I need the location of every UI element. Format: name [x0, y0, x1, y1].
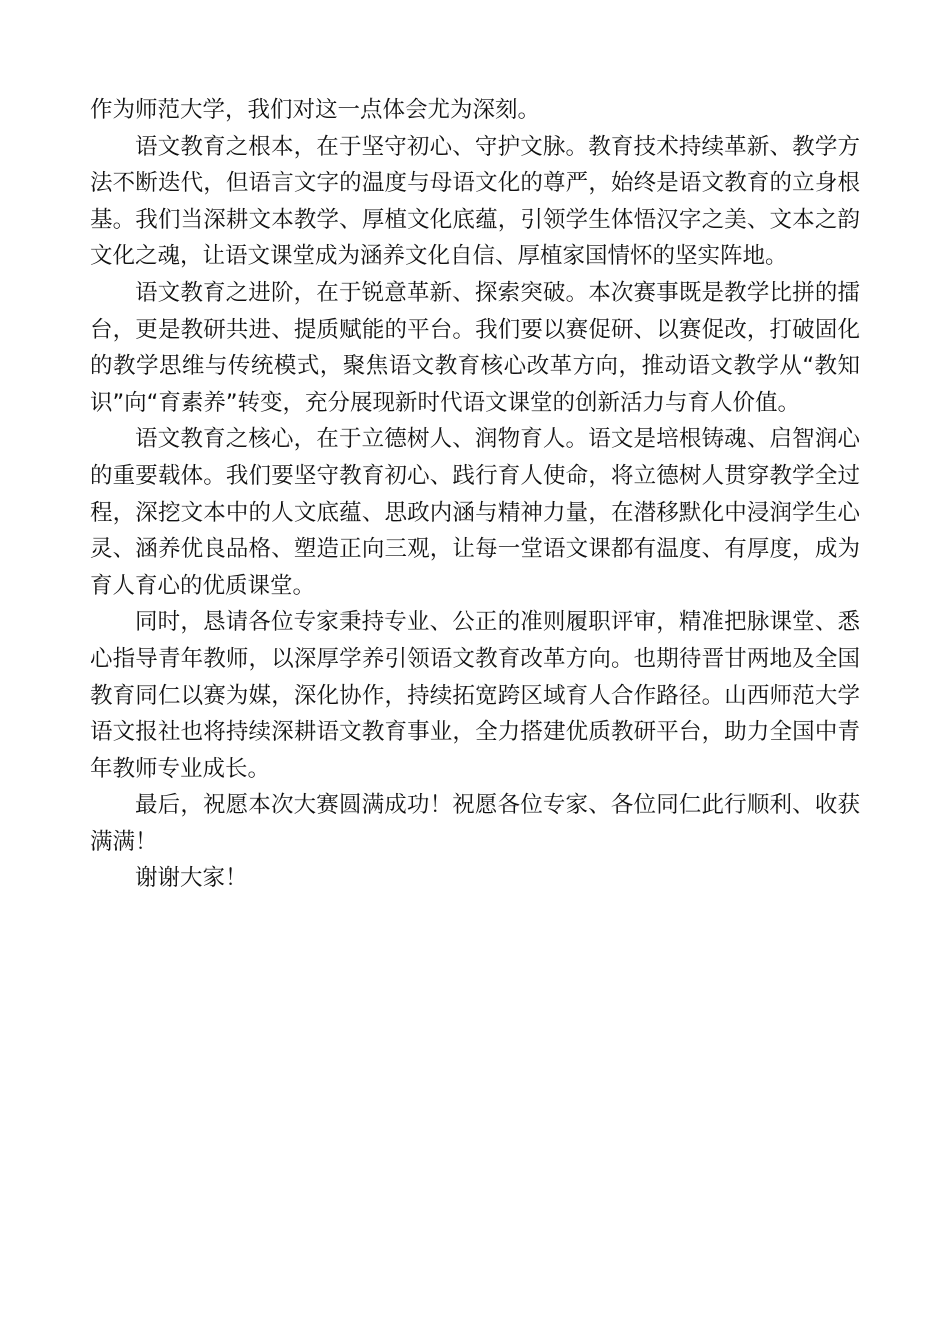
document-page	[90, 92, 860, 897]
paragraph-continuation: 作为师范大学，我们对这一点体会尤为深刻。	[90, 97, 541, 123]
paragraph-thanks: 谢谢大家！	[135, 865, 248, 892]
paragraph-foundation: 语文教育之根本，在于坚守初心、守护文脉。教育技术持续革新、教学方法不断迭代，但语言文字的温度与母语文化的尊严，始终是语文教育的立身根基。我们当深耕文本教学、厚植文化底蕴，引领学生体悟汉字之美、文本之韵文化之魂，让语文课堂成为涵养文化自信、厚植家国情怀的坚实阵地。	[90, 133, 860, 270]
paragraph-wishes: 最后，祝愿本次大赛圆满成功！祝愿各位专家、各位同仁此行顺利、收获满满！	[90, 792, 860, 855]
paragraph-request: 同时，恳请各位专家秉持专业、公正的准则履职评审，精准把脉课堂、悉心指导青年教师，以深厚学养引领语文教育改革方向。也期待晋甘两地及全国教育同仁以赛为媒，深化协作，持续拓宽跨区域育人合作路径。山西师范大学语文报社也将持续深耕语文教育事业，全力搭建优质教研平台，助力全国中青年教师专业成长。	[90, 609, 860, 782]
paragraph-advancement: 语文教育之进阶，在于锐意革新、探索突破。本次赛事既是教学比拼的擂台，更是教研共进、提质赋能的平台。我们要以赛促研、以赛促改，打破固化的教学思维与传统模式，聚焦语文教育核心改革方向，推动语文教学从“教知识”向“育素养”转变，充分展现新时代语文课堂的创新活力与育人价值。	[90, 279, 860, 416]
paragraph-core: 语文教育之核心，在于立德树人、润物育人。语文是培根铸魂、启智润心的重要载体。我们要坚守教育初心、践行育人使命，将立德树人贯穿教学全过程，深挖文本中的人文底蕴、思政内涵与精神力量，在潜移默化中浸润学生心灵、涵养优良品格、塑造正向三观，让每一堂语文课都有温度、有厚度，成为育人育心的优质课堂。	[90, 426, 860, 599]
